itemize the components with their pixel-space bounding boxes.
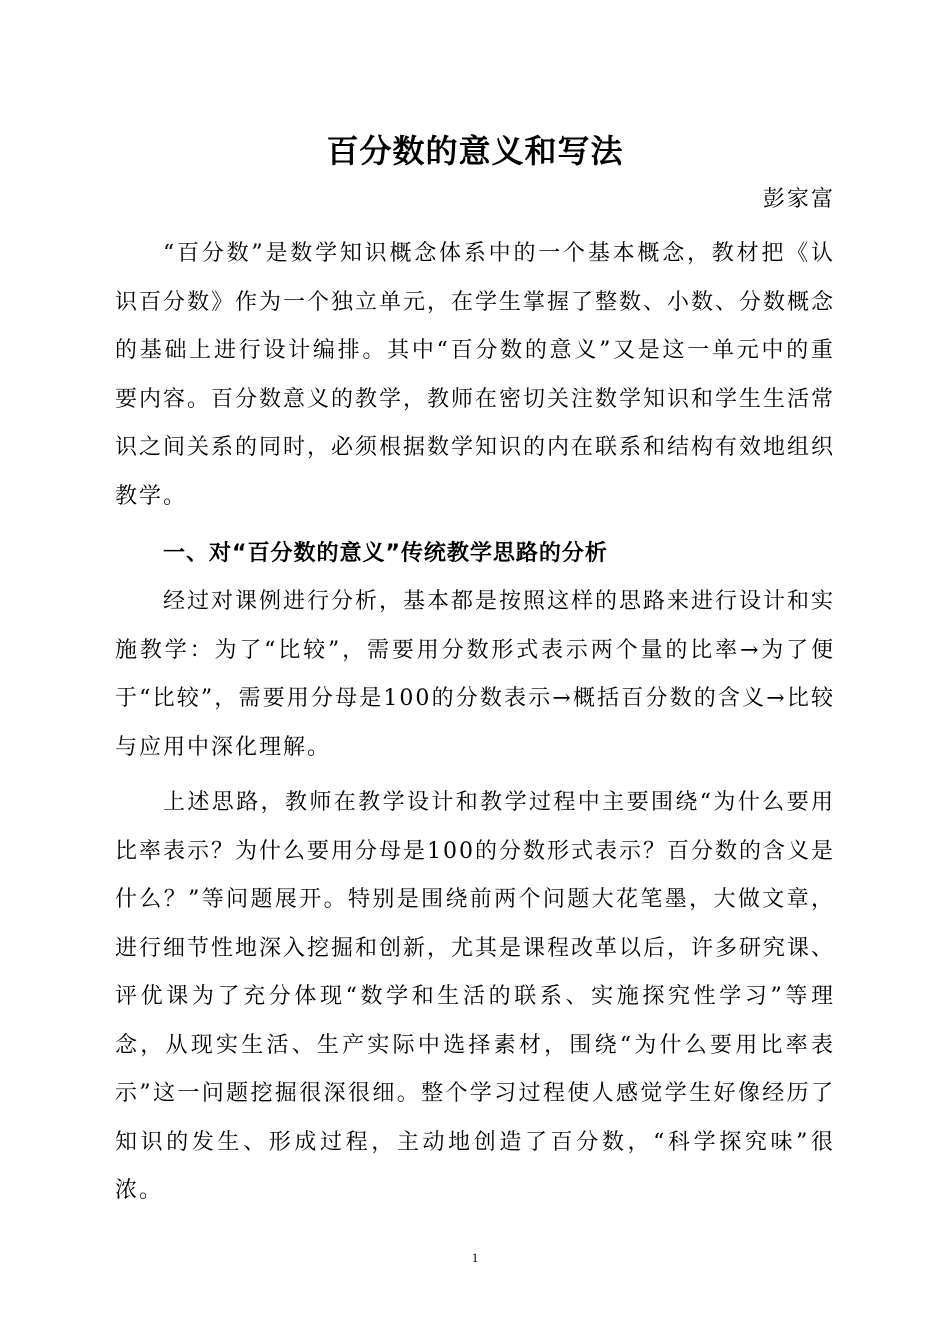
section-heading: 一、对“百分数的意义”传统教学思路的分析 <box>163 541 608 566</box>
document-title: 百分数的意义和写法 <box>326 132 624 170</box>
paragraph-analysis: 经过对课例进行分析，基本都是按照这样的思路来进行设计和实施教学：为了“比较”，需要用分数形式表示两个量的比率→为了便于“比较”，需要用分母是100的分数表示→概括百分数的含义→比较与应用中深化理解。 <box>115 589 836 760</box>
author-name: 彭家富 <box>762 187 835 212</box>
paragraph-discussion: 上述思路，教师在教学设计和教学过程中主要围绕“为什么要用比率表示？为什么要用分母是100的分数形式表示？百分数的含义是什么？”等问题展开。特别是围绕前两个问题大花笔墨，大做文章，进行细节性地深入挖掘和创新，尤其是课程改革以后，许多研究课、评优课为了充分体现“数学和生活的联系、实施探究性学习”等理念，从现实生活、生产实际中选择素材，围绕“为什么要用比率表示”这一问题挖掘很深很细。整个学习过程使人感觉学生好像经历了知识的发生、形成过程，主动地创造了百分数，“科学探究味”很浓。 <box>115 790 836 1203</box>
paragraph-intro: “百分数”是数学知识概念体系中的一个基本概念，教材把《认识百分数》作为一个独立单元，在学生掌握了整数、小数、分数概念的基础上进行设计编排。其中“百分数的意义”又是这一单元中的重要内容。百分数意义的教学，教师在密切关注数学知识和学生生活常识之间关系的同时，必须根据数学知识的内在联系和结构有效地组织教学。 <box>115 241 836 509</box>
page-number: 1 <box>471 1250 479 1265</box>
